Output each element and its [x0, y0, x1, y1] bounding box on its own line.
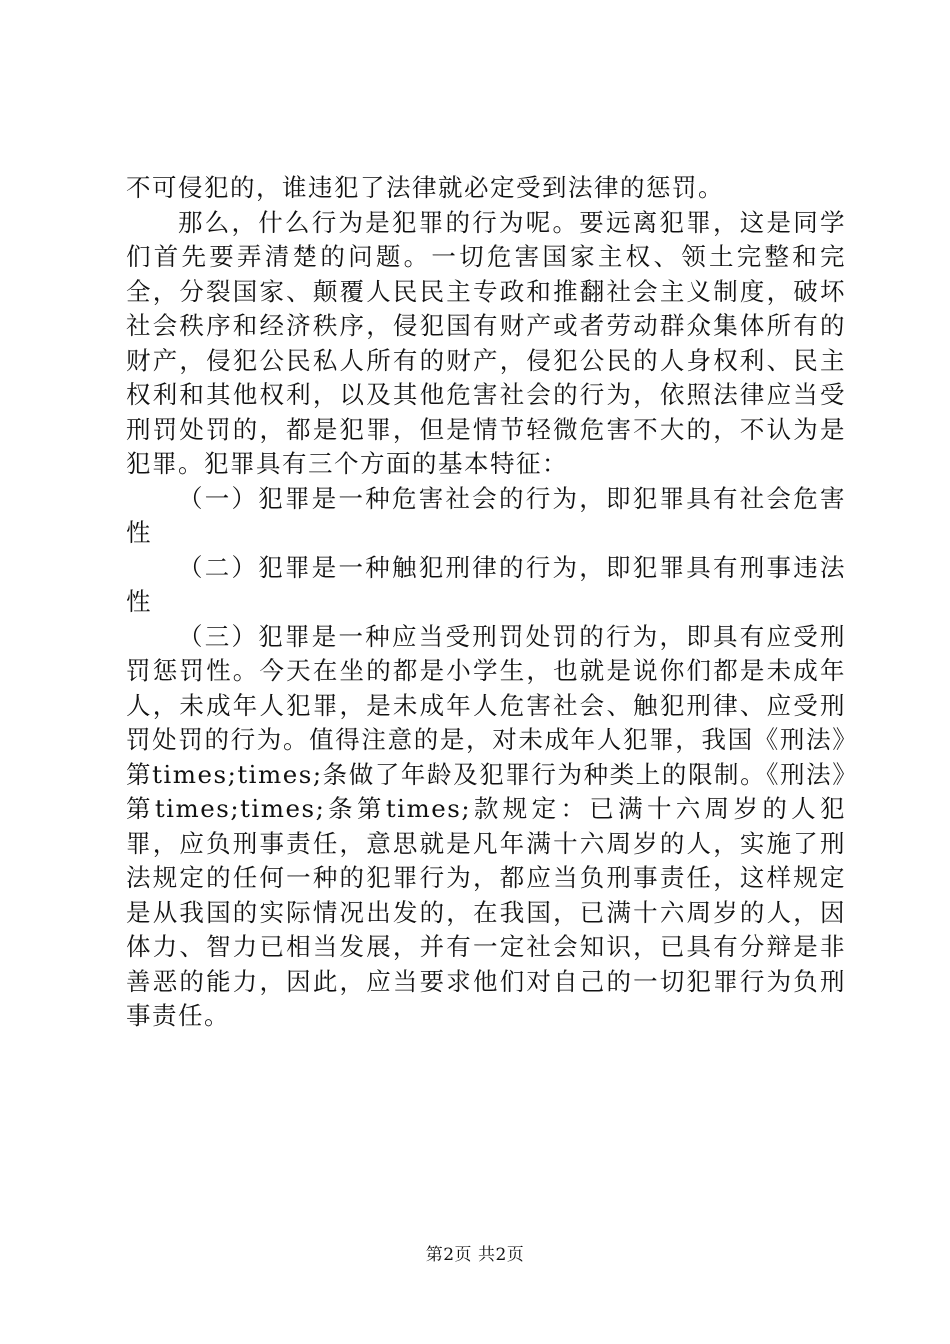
paragraph-feature-2: （二）犯罪是一种触犯刑律的行为，即犯罪具有刑事违法性 [126, 552, 846, 616]
page-number-footer: 第2页 共2页 [425, 1245, 525, 1265]
paragraph-feature-1: （一）犯罪是一种危害社会的行为，即犯罪具有社会危害性 [126, 483, 846, 547]
paragraph-continuation: 不可侵犯的，谁违犯了法律就必定受到法律的惩罚。 [126, 173, 724, 202]
document-body [126, 171, 846, 1034]
paragraph-feature-3: （三）犯罪是一种应当受刑罚处罚的行为，即具有应受刑罚惩罚性。今天在坐的都是小学生，也就是说你们都是未成年人，未成年人犯罪，是未成年人危害社会、触犯刑律、应受刑罚处罚的行为。值得注意的是，对未成年人犯罪，我国《刑法》第times;times;条做了年龄及犯罪行为种类上的限制。《刑法》第times;times;条第times;款规定：已满十六周岁的人犯罪，应负刑事责任，意思就是凡年满十六周岁的人，实施了刑法规定的任何一种的犯罪行为，都应当负刑事责任，这样规定是从我国的实际情况出发的，在我国，已满十六周岁的人，因体力、智力已相当发展，并有一定社会知识，已具有分辩是非善恶的能力，因此，应当要求他们对自己的一切犯罪行为负刑事责任。 [126, 621, 846, 1030]
paragraph-definition: 那么，什么行为是犯罪的行为呢。要远离犯罪，这是同学们首先要弄清楚的问题。一切危害国家主权、领土完整和完全，分裂国家、颠覆人民民主专政和推翻社会主义制度，破坏社会秩序和经济秩序，侵犯国有财产或者劳动群众集体所有的财产，侵犯公民私人所有的财产，侵犯公民的人身权利、民主权利和其他权利，以及其他危害社会的行为，依照法律应当受刑罚处罚的，都是犯罪，但是情节轻微危害不大的，不认为是犯罪。犯罪具有三个方面的基本特征： [126, 207, 846, 478]
